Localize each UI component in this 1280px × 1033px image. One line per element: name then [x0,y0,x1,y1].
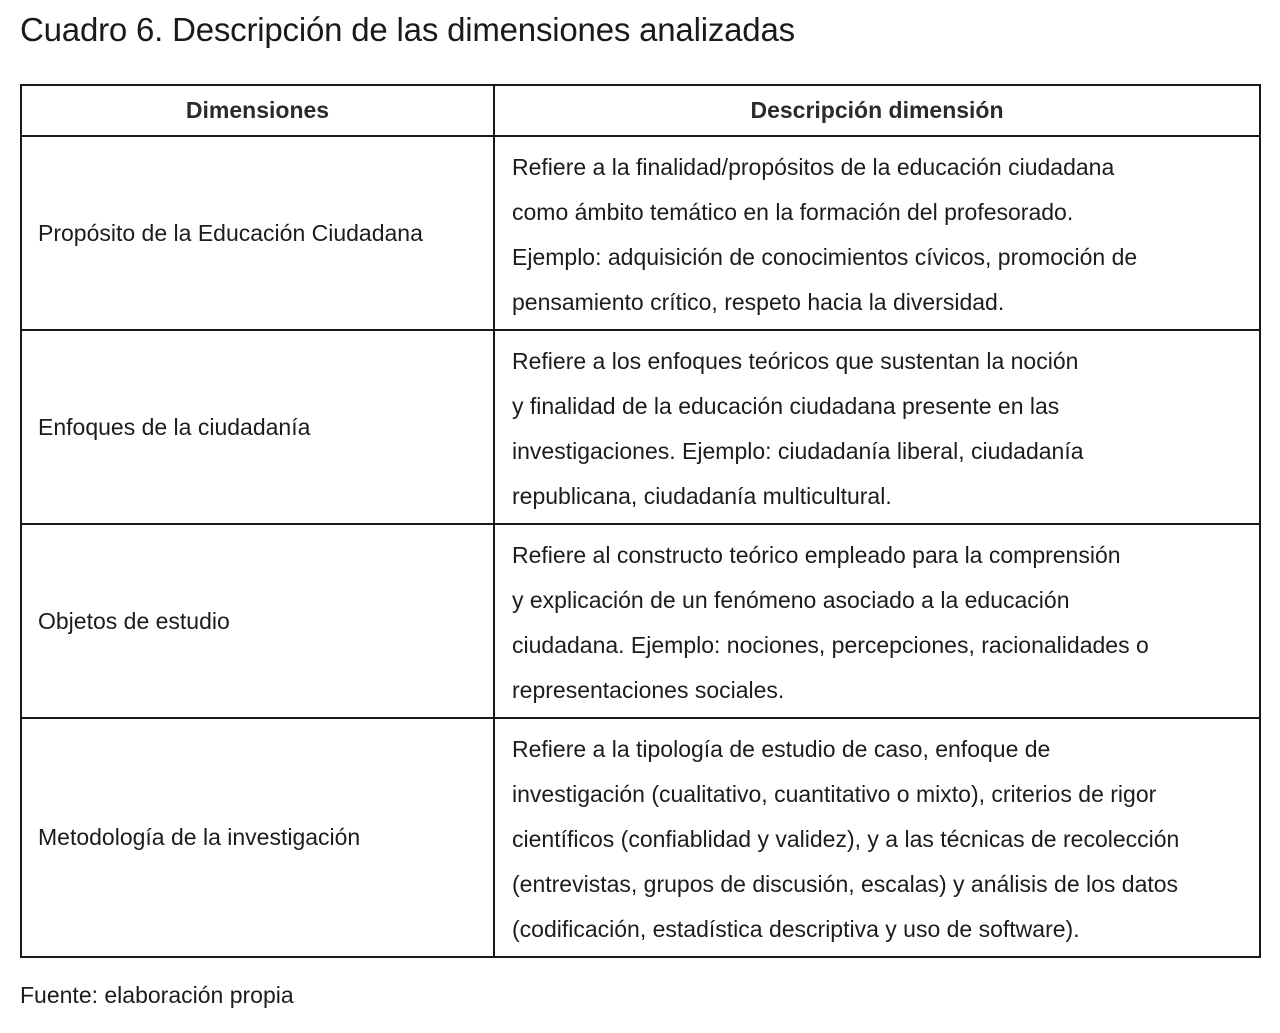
description-cell [494,524,1260,718]
description-line: Ejemplo: adquisición de conocimientos cívicos, promoción de [512,244,1138,270]
dimension-cell: Objetos de estudio [21,524,494,718]
table-row [21,330,1260,524]
source-note: Fuente: elaboración propia [20,982,294,1008]
dimension-cell: Propósito de la Educación Ciudadana [21,136,494,330]
description-line: como ámbito temático en la formación del profesorado. [512,199,1074,225]
description-line: Refiere a la finalidad/propósitos de la educación ciudadana [512,154,1115,180]
description-cell [494,136,1260,330]
description-line: investigación (cualitativo, cuantitativo o mixto), criterios de rigor [512,781,1157,807]
table-row [21,136,1260,330]
description-line: Refiere a la tipología de estudio de caso, enfoque de [512,736,1051,762]
column-header-description: Descripción dimensión [494,85,1260,136]
table-header-row [21,85,1260,136]
description-line: (entrevistas, grupos de discusión, escalas) y análisis de los datos [512,871,1179,897]
description-line: ciudadana. Ejemplo: nociones, percepciones, racionalidades o [512,632,1149,658]
description-line: Refiere al constructo teórico empleado para la comprensión [512,542,1121,568]
table-row [21,524,1260,718]
description-line: Refiere a los enfoques teóricos que sustentan la noción [512,348,1079,374]
description-cell [494,330,1260,524]
description-line: y finalidad de la educación ciudadana presente en las [512,393,1060,419]
description-line: investigaciones. Ejemplo: ciudadanía liberal, ciudadanía [512,438,1084,464]
dimension-cell: Enfoques de la ciudadanía [21,330,494,524]
description-line: científicos (confiablidad y validez), y a las técnicas de recolección [512,826,1180,852]
description-line: representaciones sociales. [512,677,785,703]
description-line: republicana, ciudadanía multicultural. [512,483,892,509]
dimension-cell: Metodología de la investigación [21,718,494,957]
column-header-dimensions: Dimensiones [21,85,494,136]
description-cell [494,718,1260,957]
table-caption: Cuadro 6. Descripción de las dimensiones analizadas [20,11,795,48]
table-row [21,718,1260,957]
description-line: (codificación, estadística descriptiva y uso de software). [512,916,1080,942]
description-line: pensamiento crítico, respeto hacia la diversidad. [512,289,1005,315]
description-line: y explicación de un fenómeno asociado a la educación [512,587,1070,613]
dimensions-table [20,84,1261,958]
